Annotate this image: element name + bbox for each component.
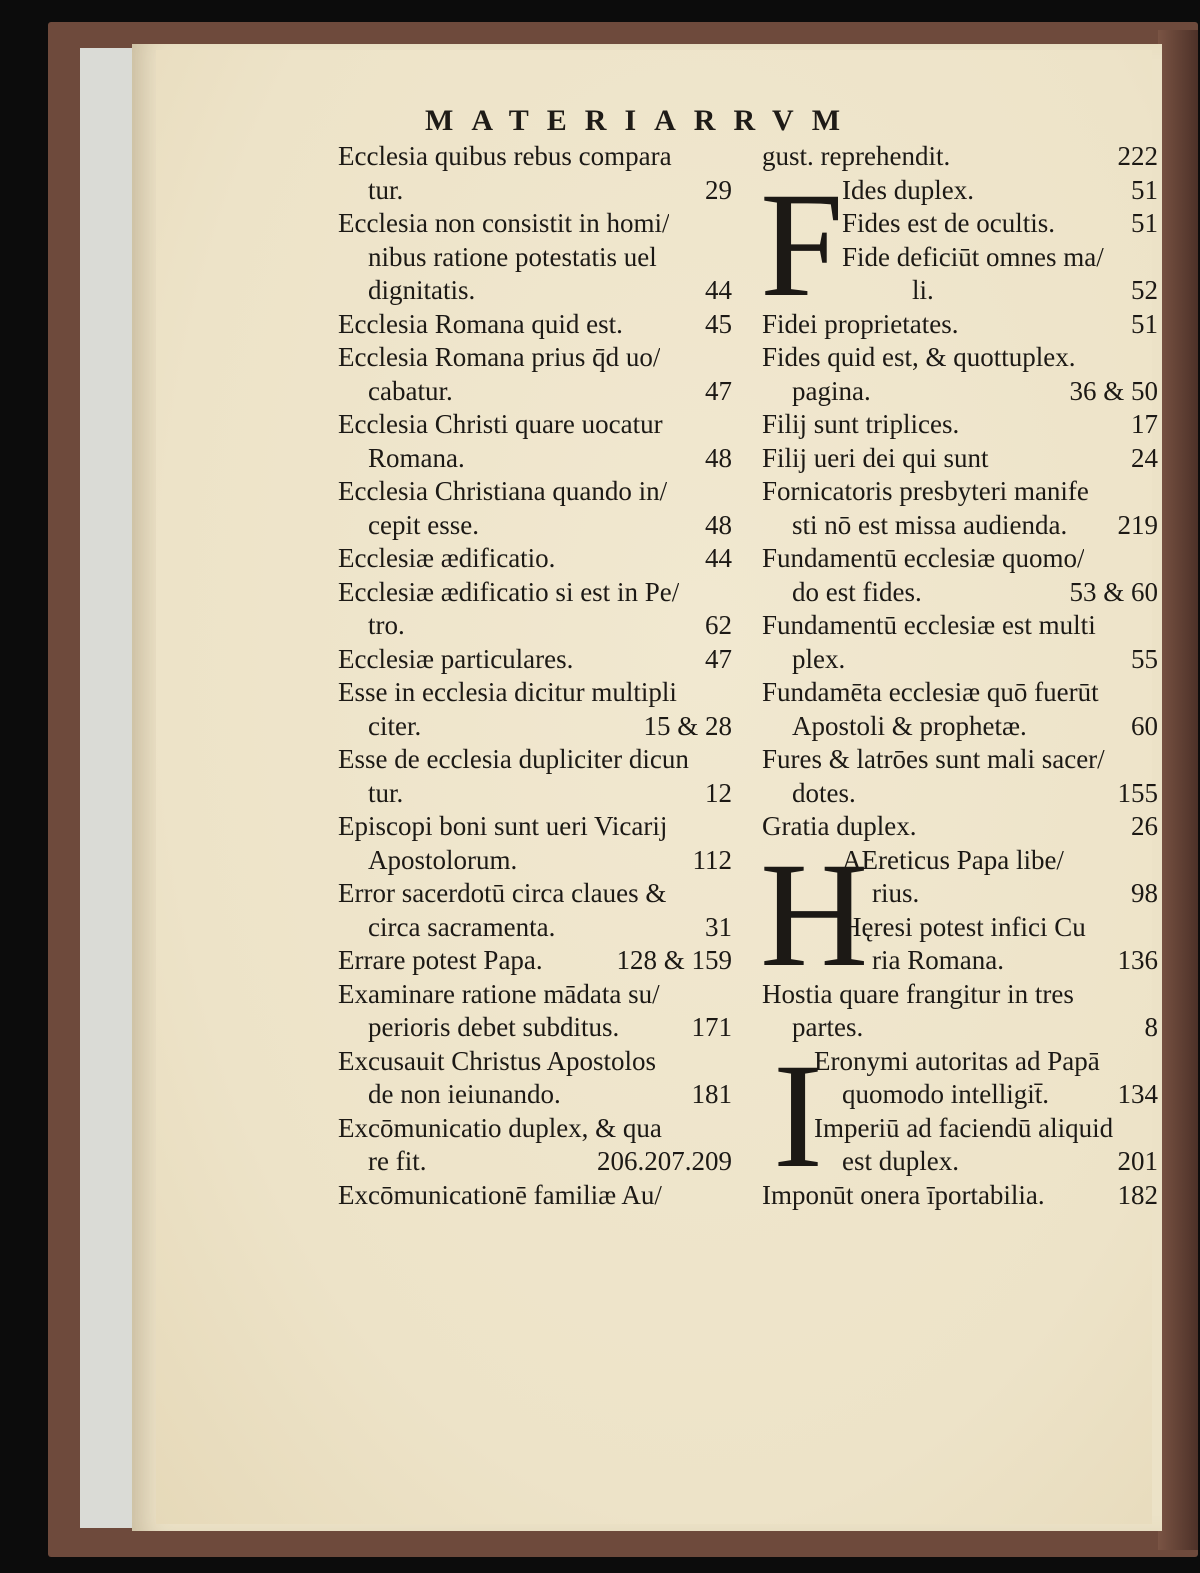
entry-text: Excōmunicatio duplex, & qua [338,1112,662,1143]
index-entry [338,1078,732,1112]
entry-page-number: 53 & 60 [1069,576,1158,607]
index-entry [338,207,732,241]
entry-text: Imperiū ad faciendū aliquid [814,1112,1114,1143]
entry-text: plex. [792,643,846,674]
index-entry [338,375,732,409]
entry-page-number [1150,542,1158,576]
index-entry [762,341,1158,375]
entry-text: Fundamentū ecclesiæ est multi [762,610,1096,640]
entry-text: Episcopi boni sunt ueri Vicarij [338,811,668,841]
entry-text: citer. [368,710,422,741]
entry-page-number: 48 [705,509,732,540]
entry-text: Fidei proprietates. [762,308,959,339]
entry-page-number: 44 [705,543,732,573]
entry-page-number [1150,743,1158,777]
entry-page-number [1150,241,1158,275]
index-entry [338,308,732,342]
entry-text: Ecclesia Christiana quando in/ [338,476,668,506]
index-entry [762,676,1158,710]
entry-text: Errare potest Papa. [338,945,543,975]
entry-page-number [724,408,732,442]
entry-text: tro. [368,610,405,640]
entry-page-number [1150,844,1158,878]
entry-text: re fit. [368,1146,427,1176]
entry-text: Hęresi potest infici Cu [842,911,1086,942]
entry-text: dignitatis. [368,275,476,305]
entry-text: Esse de ecclesia dupliciter dicun [338,744,689,774]
drop-initial-h: H [760,831,869,998]
running-head: MATERIARRVM [425,104,859,137]
index-entry [338,241,732,275]
index-entry [762,777,1158,811]
index-entry [338,777,732,811]
entry-page-number: 26 [1131,811,1158,841]
entry-page-number [724,810,732,844]
index-entry [338,1145,732,1179]
entry-page-number: 44 [705,275,732,305]
entry-page-number: 52 [1131,275,1158,305]
entry-page-number: 24 [1131,442,1158,473]
index-entry [762,408,1158,442]
entry-page-number: 181 [691,1079,732,1109]
entry-page-number: 219 [1117,509,1158,540]
entry-page-number [724,241,732,275]
index-entry [338,844,732,878]
entry-text: perioris debet subditus. [368,1012,620,1042]
entry-text: Fides est de ocultis. [842,208,1055,238]
entry-text: Apostoli & prophetæ. [792,710,1027,741]
book-cover-edge [1158,30,1198,1550]
entry-text: Filij ueri dei qui sunt [762,442,989,473]
entry-text: Gratia duplex. [762,811,917,841]
entry-page-number [724,676,732,710]
entry-text: quomodo intelligit̄. [842,1079,1049,1109]
entry-page-number: 47 [705,643,732,674]
entry-page-number [724,1045,732,1079]
entry-text: Imponūt onera īportabilia. [762,1179,1045,1210]
index-entry [338,341,732,375]
entry-page-number: 155 [1117,777,1158,808]
entry-text: AEreticus Papa libe/ [842,844,1064,875]
index-entry [762,375,1158,409]
index-entry [338,978,732,1012]
entry-page-number [1150,1045,1158,1079]
entry-text: Ecclesiæ ædificatio. [338,543,556,573]
entry-page-number [724,1179,732,1213]
entry-page-number [724,475,732,509]
entry-page-number: 12 [705,777,732,808]
entry-page-number: 51 [1131,174,1158,205]
entry-page-number: 206.207.209 [597,1146,732,1176]
index-entry [762,576,1158,610]
entry-text: cabatur. [368,375,453,406]
index-column-left [338,140,732,1212]
entry-text: Filij sunt triplices. [762,409,960,439]
entry-text: rius. [872,878,920,908]
index-entry [338,676,732,710]
entry-text: de non ieiunando. [368,1079,561,1109]
index-entry [762,743,1158,777]
entry-page-number [1150,341,1158,375]
entry-text: Romana. [368,442,465,473]
entry-text: Apostolorum. [368,844,518,875]
entry-text: est duplex. [842,1146,959,1176]
entry-text: Excōmunicationē familiæ Au/ [338,1179,662,1210]
entry-text: Ecclesia Romana prius q̄d uo/ [338,342,661,372]
index-entry [338,576,732,610]
entry-page-number [724,207,732,241]
entry-text: pagina. [792,375,871,406]
entry-text: cepit esse. [368,509,479,540]
index-entry [338,710,732,744]
entry-text: do est fides. [792,576,922,607]
index-entry [338,274,732,308]
entry-text: dotes. [792,777,856,808]
entry-text: Ecclesia non consistit in homi/ [338,208,670,238]
entry-page-number: 171 [691,1012,732,1042]
entry-page-number [1150,978,1158,1012]
entry-text: nibus ratione potestatis uel [368,241,657,272]
entry-text: li. [912,275,934,305]
entry-text: Fures & latrōes sunt mali sacer/ [762,744,1105,774]
entry-page-number: 134 [1117,1079,1158,1109]
entry-page-number: 136 [1117,945,1158,975]
drop-initial-f: F [760,161,844,328]
index-entry [762,442,1158,476]
entry-text: Ecclesiæ particulares. [338,643,574,674]
index-entry [338,509,732,543]
entry-page-number [1150,676,1158,710]
index-entry [762,609,1158,643]
entry-text: Fornicatoris presbyteri manife [762,476,1089,506]
entry-page-number: 112 [692,844,732,875]
entry-page-number [1150,1112,1158,1146]
entry-text: Fundamentū ecclesiæ quomo/ [762,543,1085,573]
entry-text: Ecclesia Romana quid est. [338,308,623,339]
entry-text: Fides quid est, & quottuplex. [762,342,1076,372]
entry-page-number: 98 [1131,878,1158,908]
index-entry [338,1045,732,1079]
entry-text: Examinare ratione mādata su/ [338,978,660,1009]
entry-page-number: 36 & 50 [1069,375,1158,406]
entry-text: Error sacerdotū circa claues & [338,878,667,908]
index-entry [338,911,732,945]
entry-page-number [724,1112,732,1146]
index-entry [338,643,732,677]
index-entry [338,442,732,476]
entry-text: Ides duplex. [842,174,974,205]
index-entry [338,877,732,911]
entry-page-number: 51 [1131,308,1158,339]
entry-page-number: 128 & 159 [616,945,732,975]
entry-page-number [1150,609,1158,643]
entry-text: gust. reprehendit. [762,141,951,171]
index-entry [762,475,1158,509]
entry-text: ria Romana. [872,945,1004,975]
entry-page-number [1150,475,1158,509]
entry-page-number: 31 [705,911,732,942]
entry-text: Hostia quare frangitur in tres [762,978,1074,1009]
entry-page-number: 47 [705,375,732,406]
index-entry [338,1179,732,1213]
index-entry [338,1112,732,1146]
entry-text: tur. [368,174,404,205]
entry-page-number [724,140,732,174]
entry-page-number: 55 [1131,643,1158,674]
index-entry [338,475,732,509]
entry-page-number: 62 [705,610,732,640]
entry-text: Ecclesiæ ædificatio si est in Pe/ [338,576,680,607]
entry-page-number: 8 [1144,1012,1158,1042]
entry-page-number: 60 [1131,710,1158,741]
entry-page-number: 182 [1117,1179,1158,1210]
drop-initial-i: I [773,1032,823,1199]
index-entry [338,1011,732,1045]
entry-text: partes. [792,1012,864,1042]
entry-page-number [724,978,732,1012]
index-entry [338,542,732,576]
entry-text: Fide deficiūt omnes ma/ [842,241,1104,272]
entry-text: Fundamēta ecclesiæ quō fuerūt [762,677,1099,707]
entry-text: circa sacramenta. [368,911,556,942]
entry-text: sti nō est missa audienda. [792,509,1068,540]
entry-page-number: 15 & 28 [643,710,732,741]
entry-text: Ecclesia Christi quare uocatur [338,409,663,439]
entry-page-number: 45 [705,308,732,339]
entry-page-number: 51 [1131,208,1158,238]
index-entry [762,643,1158,677]
index-entry [338,743,732,777]
entry-page-number: 29 [705,174,732,205]
entry-page-number [724,743,732,777]
index-entry [338,609,732,643]
entry-text: tur. [368,777,404,808]
index-entry [762,509,1158,543]
entry-page-number [724,341,732,375]
entry-text: Ecclesia quibus rebus compara [338,141,672,171]
index-entry [338,944,732,978]
entry-text: Excusauit Christus Apostolos [338,1045,657,1076]
entry-page-number [724,576,732,610]
entry-page-number [724,877,732,911]
index-entry [338,174,732,208]
entry-page-number: 201 [1117,1146,1158,1176]
entry-page-number: 222 [1117,141,1158,171]
entry-page-number: 17 [1131,409,1158,439]
index-entry [762,542,1158,576]
entry-page-number [1150,911,1158,945]
index-entry [338,810,732,844]
index-entry [338,140,732,174]
entry-text: Esse in ecclesia dicitur multipli [338,677,677,707]
entry-text: Eronymi autoritas ad Papā [814,1045,1100,1076]
index-entry [762,710,1158,744]
index-entry [338,408,732,442]
entry-page-number: 48 [705,442,732,473]
